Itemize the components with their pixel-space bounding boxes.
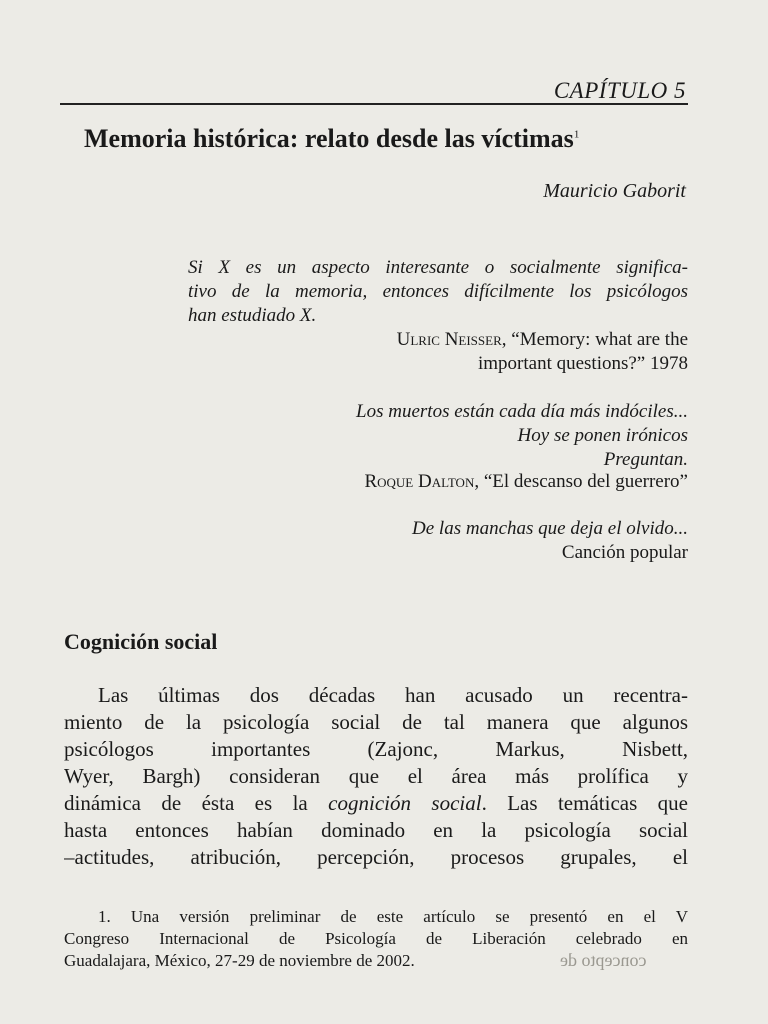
body-text: . Las temáticas que [481,791,688,815]
chapter-title [84,124,579,154]
epigraph-3 [412,517,688,565]
body-line: hasta entonces habían dominado en la psicología social [64,818,688,842]
body-line: Las últimas dos décadas han acusado un recentra- [98,683,688,707]
epigraph-1-quote [188,256,688,328]
epigraph-2-quote [356,400,688,472]
title-footnote-ref: 1 [573,128,580,141]
footnote-line: 1. Una versión preliminar de este artículo se presentó en el V [98,907,688,926]
body-line: Wyer, Bargh) consideran que el área más prolífica y [64,764,688,788]
epigraph-1-source: , “Memory: what are the [501,329,688,350]
epigraph-1-line: tivo de la memoria, entonces difícilmente los psicólogos [188,281,688,302]
body-text: dinámica de ésta es la [64,791,329,815]
epigraph-3-quote: De las manchas que deja el olvido... [412,518,688,539]
epigraph-1-attribution [397,328,688,376]
author-name: Mauricio Gaborit [543,180,686,202]
epigraph-2-line: Los muertos están cada día más indóciles... [356,401,688,422]
bleedthrough-text: concepto de [560,950,647,970]
epigraph-2-author: Roque Dalton [364,471,475,492]
header-rule [60,103,688,105]
chapter-title-text: Memoria histórica: relato desde las víctimas [84,124,574,153]
section-heading: Cognición social [64,629,218,654]
epigraph-2-attribution [364,470,688,494]
epigraph-1-source-cont: important questions?” 1978 [477,353,688,374]
epigraph-2-line: Preguntan. [603,449,688,470]
emphasis-term: cognición social [328,791,482,815]
epigraph-3-attribution: Canción popular [561,542,688,563]
epigraph-1-author: Ulric Neisser [396,329,502,350]
epigraph-2-source: , “El descanso del guerrero” [474,471,688,492]
body-line: psicólogos importantes (Zajonc, Markus, Nisbett, [64,737,688,761]
body-line [64,790,688,817]
epigraph-1-line: han estudiado X. [188,305,317,326]
body-line: miento de la psicología social de tal manera que algunos [64,710,688,734]
epigraph-1-line: Si X es un aspecto interesante o socialmente significa- [188,257,688,278]
body-paragraph [64,682,688,871]
body-line: –actitudes, atribución, percepción, procesos grupales, el [64,845,688,869]
footnote-line: Guadalajara, México, 27-29 de noviembre de 2002. [64,951,415,970]
epigraph-2-line: Hoy se ponen irónicos [517,425,688,446]
footnote-line: Congreso Internacional de Psicología de Liberación celebrado en [64,929,688,948]
chapter-label: CAPÍTULO 5 [553,78,686,103]
